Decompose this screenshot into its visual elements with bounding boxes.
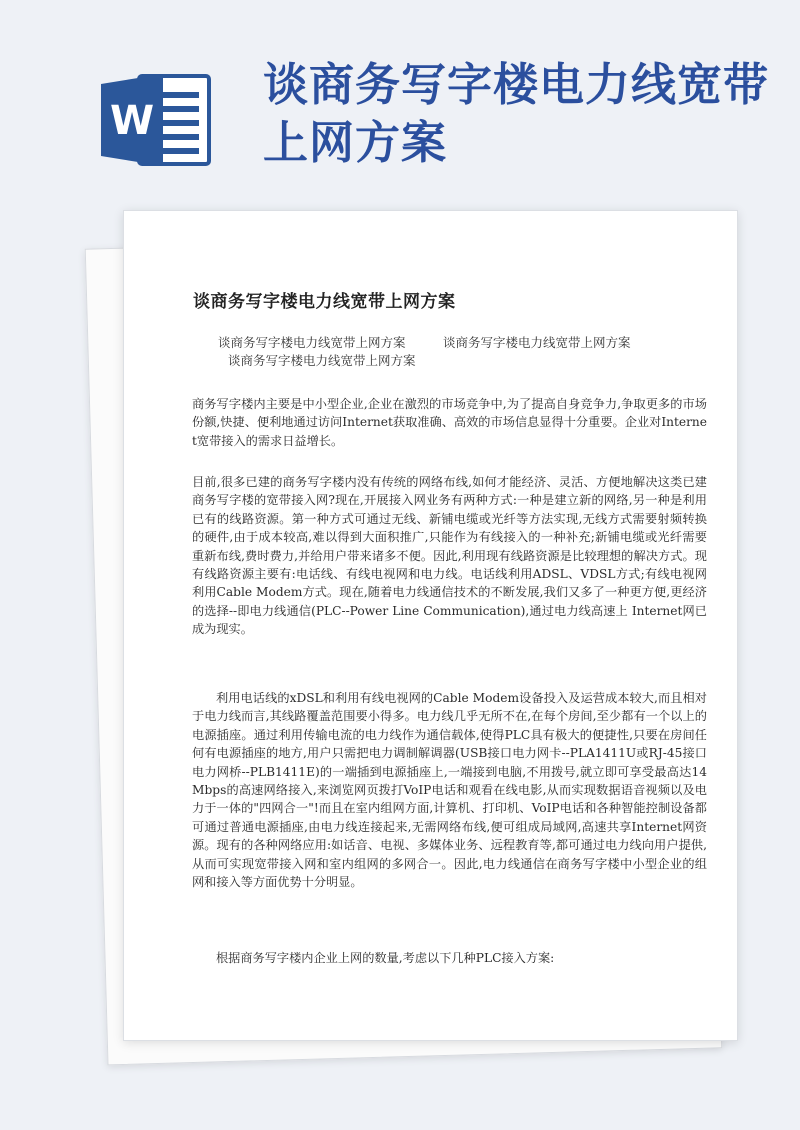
document-page (123, 210, 738, 1041)
header-title: 谈商务写字楼电力线宽带上网方案 (263, 58, 770, 169)
word-icon-letter: W (109, 98, 155, 144)
paragraph-4: 根据商务写字楼内企业上网的数量,考虑以下几种PLC接入方案: (216, 951, 555, 965)
document-subtitle-3: 谈商务写字楼电力线宽带上网方案 (228, 353, 416, 368)
document-subtitle-1: 谈商务写字楼电力线宽带上网方案 (218, 335, 406, 350)
word-document-icon (101, 70, 213, 170)
paragraph-2: 目前,很多已建的商务写字楼内没有传统的网络布线,如何才能经济、灵活、方便地解决这类已建商务写字楼的宽带接入网?现在,开展接入网业务有两种方式:一种是建立新的网络,另一种是利用已有的线路资源。第一种方式可通过无线、新铺电缆或光纤等方法实现,无线方式需要射频转换的硬件,由于成本较高,难以得到大面积推广,只能作为有线接入的一种补充;新铺电缆或光纤需要重新布线,费时费力,并给用户带来诸多不便。因此,利用现有线路资源是比较理想的解决方式。现有线路资源主要有:电话线、有线电视网和电力线。电话线利用ADSL、VDSL方式;有线电视网利用Cable Modem方式。现在,随着电力线通信技术的不断发展,我们又多了一种更方便,更经济的选择--即电力线通信(PLC--Power Line Communication),通过电力线高速上 Internet网已成为现实。 (192, 475, 707, 637)
paragraph-3: 利用电话线的xDSL和利用有线电视网的Cable Modem设备投入及运营成本较大,而且相对于电力线而言,其线路覆盖范围要小得多。电力线几乎无所不在,在每个房间,至少都有一个以上的电源插座。通过利用传输电流的电力线作为通信载体,使得PLC具有极大的便捷性,只要在房间任何有电源插座的地方,用户只需把电力调制解调器(USB接口电力网卡--PLA1411U或RJ-45接口电力网桥--PLB1411E)的一端插到电源插座上,一端接到电脑,不用拨号,就立即可享受最高达14Mbps的高速网络接入,来浏览网页拨打VoIP电话和观看在线电影,从而实现数据语音视频以及电力于一体的"四网合一"!而且在室内组网方面,计算机、打印机、VoIP电话和各种智能控制设备都可通过普通电源插座,由电力线连接起来,无需网络布线,便可组成局域网,高速共享Internet网资源。现有的各种网络应用:如话音、电视、多媒体业务、远程教育等,都可通过电力线向用户提供,从而可实现宽带接入网和室内组网的多网合一。因此,电力线通信在商务写字楼中小型企业的组网和接入等方面优势十分明显。 (192, 691, 707, 890)
document-title: 谈商务写字楼电力线宽带上网方案 (193, 292, 456, 312)
paragraph-1: 商务写字楼内主要是中小型企业,企业在激烈的市场竞争中,为了提高自身竞争力,争取更多的市场份额,快捷、便利地通过访问Internet获取准确、高效的市场信息显得十分重要。企业对Internet宽带接入的需求日益增长。 (192, 397, 707, 448)
document-subtitle-2: 谈商务写字楼电力线宽带上网方案 (443, 335, 631, 350)
